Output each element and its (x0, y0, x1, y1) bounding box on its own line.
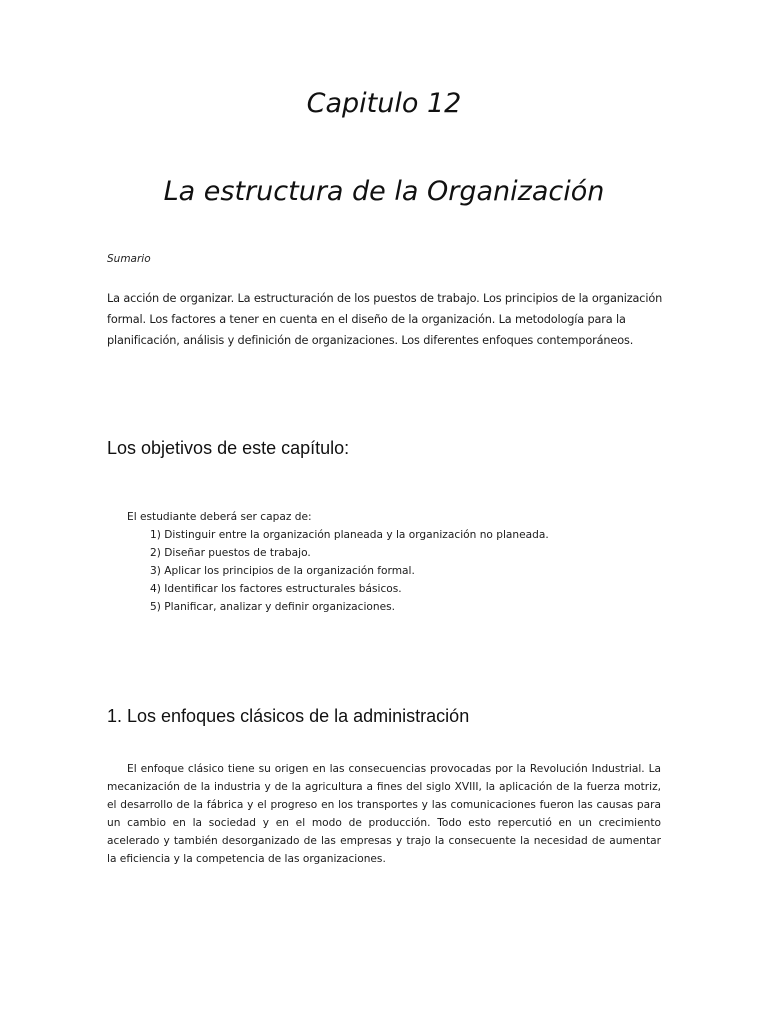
summary-text: La acción de organizar. La estructuración de los puestos de trabajo. Los principios de la organización formal. Los factores a tener en cuenta en el diseño de la organización. La metodología para la planificación, análisis y definición de organizaciones. Los diferentes enfoques contemporáneos. (107, 292, 663, 347)
chapter-number: Capitulo 12 (306, 88, 462, 119)
chapter-title: La estructura de la Organización (163, 176, 605, 207)
objective-item: 4) Identificar los factores estructurales básicos. (150, 583, 402, 595)
objectives-heading: Los objetivos de este capítulo: (107, 438, 350, 458)
objectives-intro: El estudiante deberá ser capaz de: (127, 511, 312, 523)
objective-item: 2) Diseñar puestos de trabajo. (150, 547, 311, 559)
objective-item: 3) Aplicar los principios de la organización formal. (150, 565, 415, 577)
summary-label: Sumario (107, 253, 151, 265)
section-body-paragraph: El enfoque clásico tiene su origen en las consecuencias provocadas por la Revolución Industrial. La mecanización de la industria y de la agricultura a fines del siglo XVIII, la aplicación de la fuerza motriz, el desarrollo de la fábrica y el progreso en los transportes y las comunicaciones fueron las causas para un cambio en la sociedad y en el modo de producción. Todo esto repercutió en un crecimiento acelerado y también desorganizado de las empresas y trajo la consecuente la necesidad de aumentar la eficiencia y la competencia de las organizaciones. (107, 763, 661, 865)
objective-item: 1) Distinguir entre la organización planeada y la organización no planeada. (150, 529, 549, 541)
objective-item: 5) Planificar, analizar y definir organizaciones. (150, 601, 396, 613)
objectives-list (127, 526, 549, 616)
section-heading: 1. Los enfoques clásicos de la administración (107, 706, 470, 726)
objectives-block (127, 508, 549, 616)
